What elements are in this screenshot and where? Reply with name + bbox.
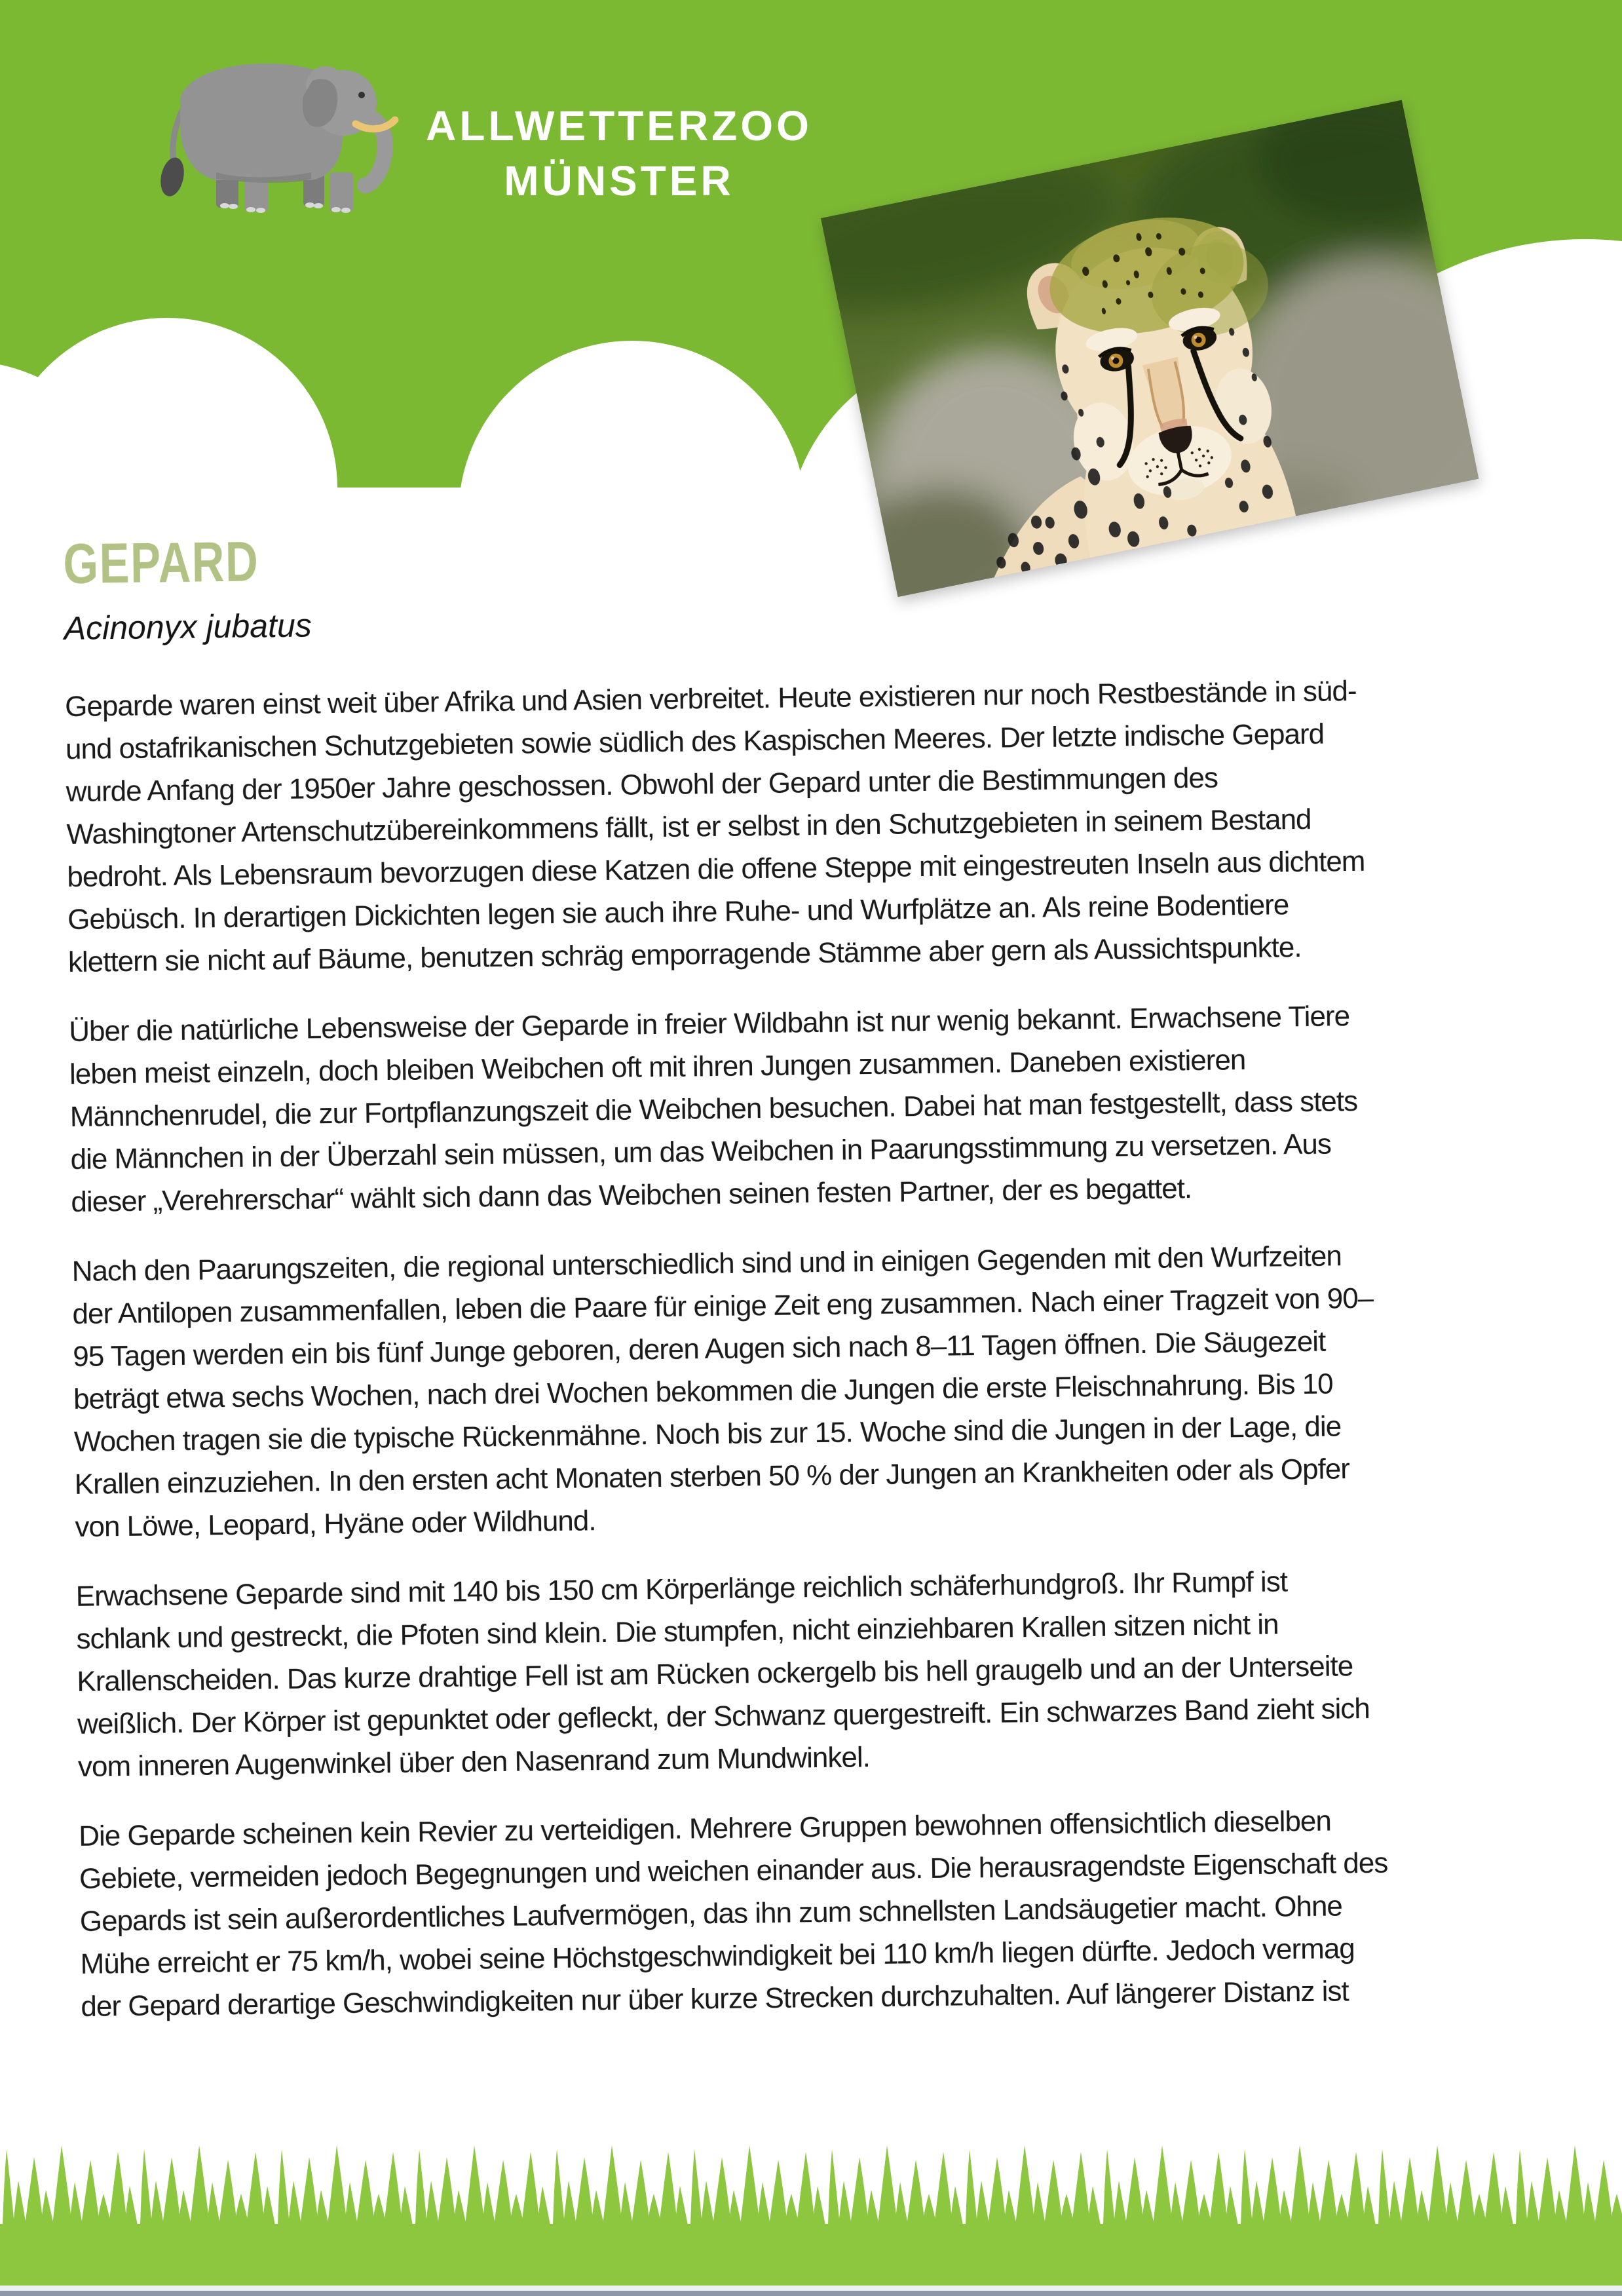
- paragraph: [71, 1234, 1384, 1548]
- text-line: wurde Anfang der 1950er Jahre geschossen. Obwohl der Gepard unter die Bestimmungen des: [66, 761, 1218, 808]
- paragraph: [69, 995, 1380, 1223]
- text-line: der Antilopen zusammenfallen, leben die Paare für einige Zeit eng zusammen. Nach einer Tragzeit von 90–: [72, 1282, 1374, 1330]
- text-line: leben meist einzeln, doch bleiben Weibchen oft mit ihren Jungen zusammen. Daneben existieren: [69, 1044, 1246, 1090]
- text-line: die Männchen in der Überzahl sein müssen, um das Weibchen in Paarungsstimmung zu versetzen. Aus: [70, 1128, 1332, 1176]
- text-line: Die Geparde scheinen kein Revier zu verteidigen. Mehrere Gruppen bewohnen offensichtlich dieselben: [78, 1805, 1332, 1852]
- text-line: Erwachsene Geparde sind mit 140 bis 150 cm Körperlänge reichlich schäferhundgroß. Ihr Rumpf ist: [75, 1565, 1288, 1613]
- zoo-name-line1: ALLWETTERZOO: [426, 102, 812, 149]
- article: [63, 520, 1390, 2055]
- species-subtitle: Acinonyx jubatus: [64, 607, 312, 647]
- text-line: weißlich. Der Körper ist gepunktet oder gefleckt, der Schwanz quergestreift. Ein schwarzes Band zieht sich: [77, 1692, 1370, 1740]
- zoo-name-line2: MÜNSTER: [504, 157, 734, 204]
- text-line: Geparde waren einst weit über Afrika und Asien verbreitet. Heute existieren nur noch Restbestände in süd-: [64, 674, 1357, 723]
- paragraph: [79, 1799, 1389, 2027]
- text-line: Über die natürliche Lebensweise der Geparde in freier Wildbahn ist nur wenig bekannt. Erwachsene Tiere: [68, 1000, 1350, 1048]
- text-line: Männchenrudel, die zur Fortpflanzungszeit die Weibchen besuchen. Dabei hat man festgestellt, dass stets: [69, 1084, 1358, 1133]
- page-bottom-edge: [0, 2291, 1622, 2296]
- text-line: Washingtoner Artenschutzübereinkommens fällt, ist er selbst in den Schutzgebieten in seinem Bestand: [66, 803, 1311, 851]
- text-line: und ostafrikanischen Schutzgebieten sowie südlich des Kaspischen Meeres. Der letzte indische Gepard: [65, 718, 1325, 765]
- text-line: klettern sie nicht auf Bäume, benutzen schräg emporragende Stämme aber gern als Aussichtspunkte.: [67, 930, 1302, 978]
- text-line: Krallen einzuziehen. In den ersten acht Monaten sterben 50 % der Jungen an Krankheiten oder als Opfer: [74, 1453, 1350, 1501]
- text-line: Mühe erreicht er 75 km/h, wobei seine Höchstgeschwindigkeit bei 110 km/h liegen dürfte. Jedoch vermag: [80, 1932, 1355, 1980]
- text-line: Gepards ist sein außerordentliches Laufvermögen, das ihn zum schnellsten Landsäugetier macht. Ohne: [79, 1890, 1343, 1938]
- text-line: schlank und gestreckt, die Pfoten sind klein. Die stumpfen, nicht einziehbaren Krallen sitzen nicht in: [76, 1608, 1279, 1655]
- grass-border: [0, 2143, 1622, 2296]
- zoo-wordmark: [324, 98, 914, 208]
- text-line: Gebüsch. In derartigen Dickichten legen sie auch ihre Ruhe- und Wurfplätze an. Als reine Bodentiere: [67, 889, 1289, 936]
- text-line: vom inneren Augenwinkel über den Nasenrand zum Mundwinkel.: [77, 1741, 871, 1783]
- page-title: GEPARD: [62, 530, 259, 596]
- text-line: Wochen tragen sie die typische Rückenmähne. Noch bis zur 15. Woche sind die Jungen in der Lage, die: [73, 1410, 1342, 1458]
- paragraph: [65, 670, 1377, 984]
- text-line: 95 Tagen werden ein bis fünf Junge geboren, deren Augen sich nach 8–11 Tagen öffnen. Die Säugezeit: [73, 1325, 1326, 1373]
- text-line: Gebiete, vermeiden jedoch Begegnungen und weichen einander aus. Die herausragendste Eigenschaft des: [79, 1846, 1388, 1895]
- text-line: beträgt etwa sechs Wochen, nach drei Wochen bekommen die Jungen die erste Fleischnahrung. Bis 10: [73, 1368, 1333, 1415]
- text-line: von Löwe, Leopard, Hyäne oder Wildhund.: [75, 1504, 596, 1543]
- paragraph: [75, 1559, 1386, 1788]
- text-line: der Gepard derartige Geschwindigkeiten nur über kurze Strecken durchzuhalten. Auf längerer Distanz ist: [81, 1975, 1349, 2023]
- text-line: bedroht. Als Lebensraum bevorzugen diese Katzen die offene Steppe mit eingestreuten Inseln aus dichtem: [67, 845, 1365, 893]
- text-line: dieser „Verehrerschar“ wählt sich dann das Weibchen seinen festen Partner, der es begattet.: [71, 1172, 1192, 1218]
- scan-edge-strip: [0, 2286, 1622, 2291]
- text-line: Nach den Paarungszeiten, die regional unterschiedlich sind und in einigen Gegenden mit den Wurfzeiten: [71, 1240, 1342, 1288]
- text-line: Krallenscheiden. Das kurze drahtige Fell ist am Rücken ockergelb bis hell graugelb und an der Unterseite: [77, 1650, 1353, 1698]
- body-text: [65, 670, 1389, 2028]
